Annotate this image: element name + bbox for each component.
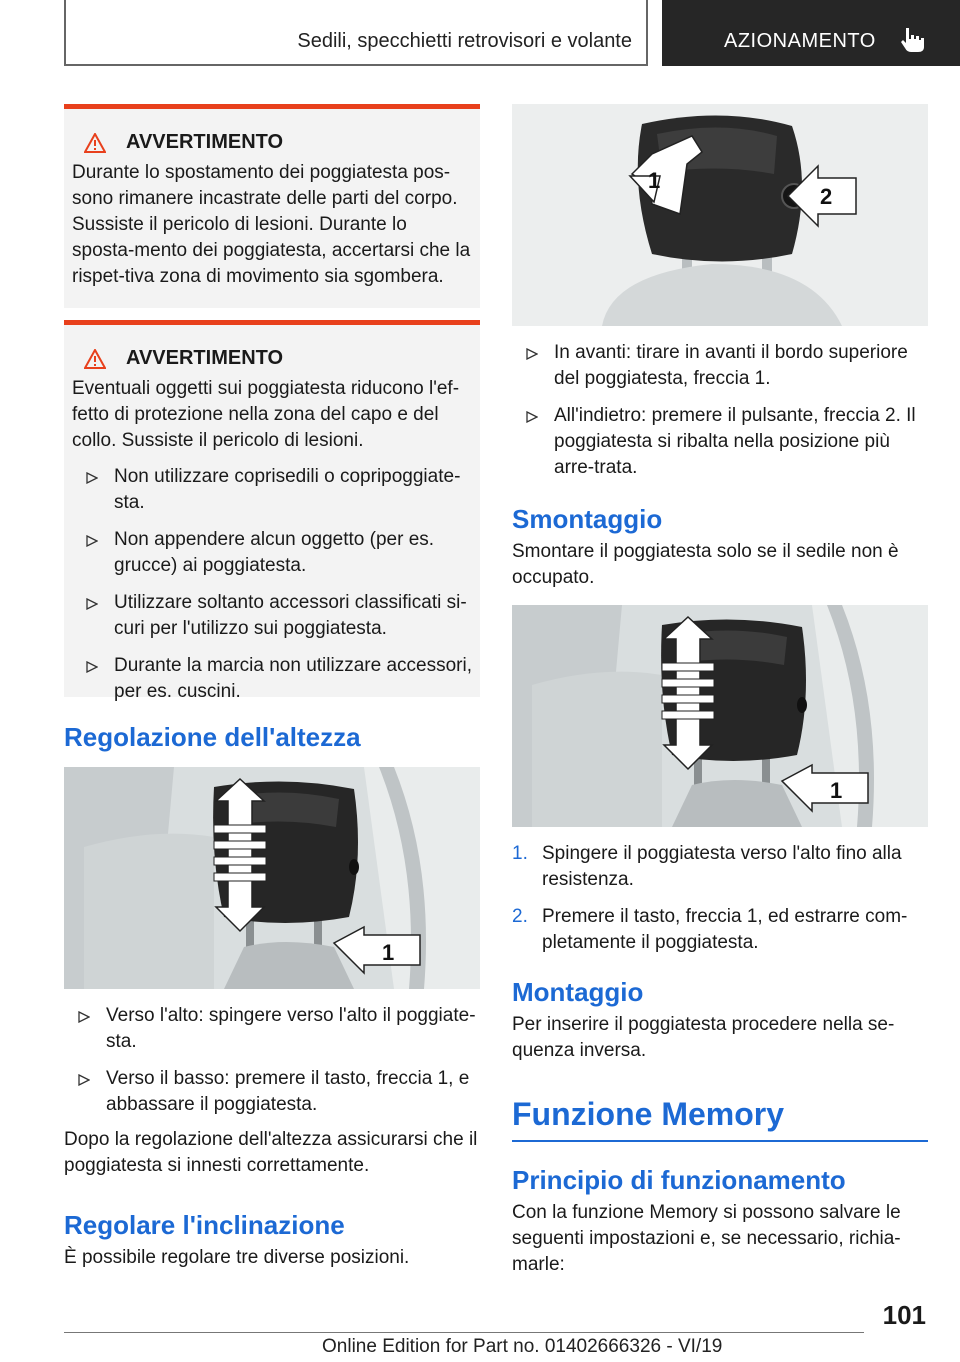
list-item: 2. Premere il tasto, freccia 1, ed estrarre com-pletamente il poggiatesta. — [512, 906, 908, 953]
section-title: Sedili, specchietti retrovisori e volante — [297, 30, 632, 52]
section-heading: Principio di funzionamento — [512, 1165, 846, 1195]
warning-title: AVVERTIMENTO — [72, 131, 472, 154]
warning-box — [64, 320, 480, 702]
paragraph: È possibile regolare tre diverse posizioni. — [64, 1247, 410, 1268]
page-header — [64, 0, 960, 66]
warning-triangle-icon — [84, 133, 106, 153]
triangle-bullet-icon — [86, 535, 98, 547]
paragraph: Con la funzione Memory si possono salvare le seguenti impostazioni e, se necessario, richia-marle: — [512, 1202, 901, 1275]
warning-bullet-list — [72, 464, 472, 705]
warning-triangle-icon — [84, 349, 106, 369]
section-heading: Regolazione dell'altezza — [64, 722, 361, 752]
chapter-heading: Funzione Memory — [512, 1094, 928, 1142]
list-item: Durante la marcia non utilizzare accessori, per es. cuscini. — [72, 653, 472, 705]
list-item: In avanti: tirare in avanti il bordo superiore del poggiatesta, freccia 1. — [512, 340, 928, 392]
headrest-removal-illustration — [512, 605, 928, 827]
removal-steps-list — [512, 841, 928, 956]
callout-label: 1 — [830, 778, 843, 803]
warning-title: AVVERTIMENTO — [72, 347, 472, 370]
tilt-bullet-list — [512, 340, 928, 481]
paragraph: Per inserire il poggiatesta procedere nella se-quenza inversa. — [512, 1014, 895, 1061]
list-item: Non utilizzare coprisedili o copripoggiate-sta. — [72, 464, 472, 516]
chapter-tab — [662, 0, 960, 66]
triangle-bullet-icon — [86, 661, 98, 673]
triangle-bullet-icon — [78, 1011, 90, 1023]
footer-rule — [64, 1332, 864, 1333]
section-heading: Regolare l'inclinazione — [64, 1210, 345, 1240]
list-item: Utilizzare soltanto accessori classificati si-curi per l'utilizzo sui poggiatesta. — [72, 590, 472, 642]
list-item: All'indietro: premere il pulsante, freccia 2. Il poggiatesta si ribalta nella posizione più arre-trata. — [512, 403, 928, 481]
height-bullet-list — [64, 1003, 480, 1118]
paragraph: Smontare il poggiatesta solo se il sedile non è occupato. — [512, 541, 899, 588]
right-column — [512, 104, 928, 1278]
list-item: Verso il basso: premere il tasto, freccia 1, e abbassare il poggiatesta. — [64, 1066, 480, 1118]
step-number: 1. — [512, 843, 528, 864]
left-column — [64, 104, 480, 1271]
hand-pointer-icon — [900, 26, 926, 54]
triangle-bullet-icon — [526, 411, 538, 423]
warning-box — [64, 104, 480, 308]
edition-text: Online Edition for Part no. 01402666326 - VI/19 — [322, 1336, 723, 1357]
section-tab — [64, 0, 648, 66]
paragraph: Dopo la regolazione dell'altezza assicurarsi che il poggiatesta si innesti correttamente. — [64, 1129, 478, 1176]
warning-text: Eventuali oggetti sui poggiatesta riducono l'ef-fetto di protezione nella zona del capo e del collo. Sussiste il pericolo di lesioni. — [72, 378, 460, 451]
warning-text: Durante lo spostamento dei poggiatesta pos-sono rimanere incastrate delle parti del corpo. Sussiste il pericolo di lesioni. Durante lo sposta-mento dei poggiatesta, accertarsi che la rispet-tiva zona di movimento sia sgombera. — [72, 162, 471, 287]
page-number: 101 — [882, 1300, 926, 1330]
triangle-bullet-icon — [526, 348, 538, 360]
chapter-title: AZIONAMENTO — [724, 30, 876, 52]
headrest-height-illustration — [64, 767, 480, 989]
callout-label: 1 — [382, 940, 395, 965]
section-heading: Smontaggio — [512, 504, 663, 534]
step-number: 2. — [512, 906, 528, 927]
headrest-tilt-illustration — [512, 104, 928, 326]
triangle-bullet-icon — [78, 1074, 90, 1086]
list-item: 1. Spingere il poggiatesta verso l'alto fino alla resistenza. — [512, 843, 902, 890]
triangle-bullet-icon — [86, 598, 98, 610]
triangle-bullet-icon — [86, 472, 98, 484]
section-heading: Montaggio — [512, 977, 644, 1007]
list-item: Verso l'alto: spingere verso l'alto il poggiate-sta. — [64, 1003, 480, 1055]
callout-label: 2 — [820, 184, 833, 209]
callout-label: 1 — [648, 168, 661, 193]
list-item: Non appendere alcun oggetto (per es. grucce) ai poggiatesta. — [72, 527, 472, 579]
